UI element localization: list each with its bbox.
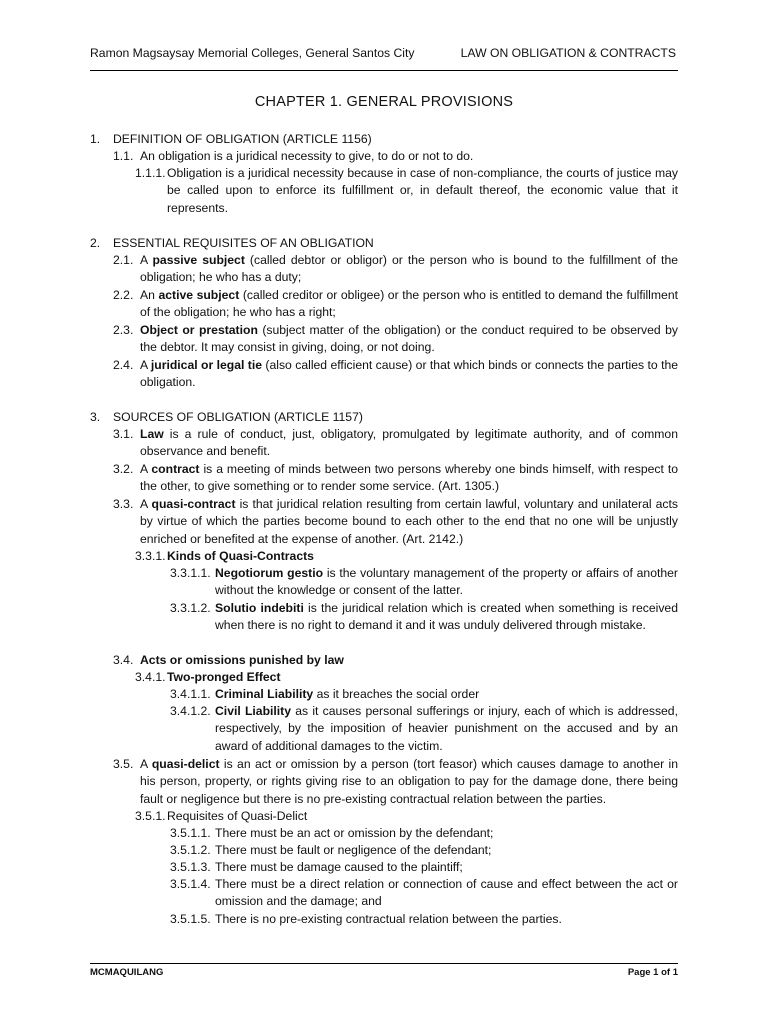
section-number: 2. — [90, 236, 101, 250]
item-number: 1.1.1. — [135, 166, 166, 180]
list-item: Obligation is a juridical necessity because in case of non-compliance, the courts of justice may be called upon to enforce its fulfillment or, in default thereof, the economic value that it represents. — [167, 166, 678, 215]
item-number: 3.4.1.2. — [170, 704, 211, 718]
page-number: Page 1 of 1 — [627, 967, 678, 978]
section-number: 1. — [90, 132, 101, 146]
item-number: 3.3.1.1. — [170, 566, 211, 580]
section-heading: DEFINITION OF OBLIGATION (ARTICLE 1156) — [113, 132, 372, 146]
item-number: 3.5.1. — [135, 809, 166, 823]
item-number: 2.4. — [113, 358, 134, 372]
item-number: 2.3. — [113, 323, 134, 337]
footer-author: MCMAQUILANG — [90, 967, 164, 978]
item-number: 3.4.1. — [135, 670, 166, 684]
list-item: Law is a rule of conduct, just, obligatory, promulgated by legitimate authority, and of common observance and benefit. — [140, 427, 678, 459]
item-number: 3.5.1.1. — [170, 826, 211, 840]
list-item: There must be an act or omission by the defendant; — [215, 826, 494, 840]
page-footer — [90, 967, 678, 983]
item-number: 3.5. — [113, 757, 134, 771]
list-item: A quasi-delict is an act or omission by a person (tort feasor) which causes damage to another in his person, property, or rights giving rise to an obligation to pay for the damage done, there being fault or negligence but there is no pre-existing contractual relation between the parties. — [140, 757, 678, 806]
item-number: 3.4. — [113, 653, 134, 667]
item-number: 3.5.1.5. — [170, 912, 211, 926]
header-rule — [90, 70, 678, 71]
list-item: A juridical or legal tie (also called efficient cause) or that which binds or connects the parties to the obligation. — [140, 358, 679, 390]
item-number: 3.5.1.2. — [170, 843, 211, 857]
item-number: 2.1. — [113, 253, 134, 267]
list-item: Acts or omissions punished by law — [140, 653, 344, 667]
item-number: 3.3. — [113, 497, 134, 511]
item-number: 3.3.1. — [135, 549, 166, 563]
item-number: 3.2. — [113, 462, 134, 476]
list-item: Two-pronged Effect — [167, 670, 281, 684]
item-number: 3.1. — [113, 427, 134, 441]
list-item: Negotiorum gestio is the voluntary management of the property or affairs of another without the knowledge or consent of the latter. — [215, 566, 678, 598]
section-heading: SOURCES OF OBLIGATION (ARTICLE 1157) — [113, 410, 363, 424]
header-institution: Ramon Magsaysay Memorial Colleges, General Santos City — [90, 46, 415, 60]
list-item: Kinds of Quasi-Contracts — [167, 549, 314, 563]
item-number: 1.1. — [113, 149, 134, 163]
list-item: An obligation is a juridical necessity to give, to do or not to do. — [140, 149, 474, 163]
list-item: A quasi-contract is that juridical relation resulting from certain lawful, voluntary and unilateral acts by virtue of which the parties become bound to each other to the end that no one will be unjustly enriched or benefited at the expense of another. (Art. 2142.) — [140, 497, 678, 546]
page-title: CHAPTER 1. GENERAL PROVISIONS — [254, 94, 514, 110]
list-item: There must be damage caused to the plaintiff; — [215, 860, 463, 874]
item-number: 2.2. — [113, 288, 134, 302]
footer-rule — [90, 963, 678, 964]
list-item: Criminal Liability as it breaches the social order — [215, 687, 480, 701]
section-heading: ESSENTIAL REQUISITES OF AN OBLIGATION — [113, 236, 374, 250]
list-item: Civil Liability as it causes personal sufferings or injury, each of which is addressed, respectively, by the imposition of heavier punishment on the accused and by an award of additional damages to the victim. — [215, 704, 678, 753]
item-number: 3.4.1.1. — [170, 687, 211, 701]
header-course: LAW ON OBLIGATION & CONTRACTS — [460, 46, 676, 60]
item-number: 3.3.1.2. — [170, 601, 211, 615]
list-item: A passive subject (called debtor or obligor) or the person who is bound to the fulfillment of the obligation; he who has a duty; — [140, 253, 679, 285]
item-number: 3.5.1.3. — [170, 860, 211, 874]
list-item: Solutio indebiti is the juridical relation which is created when something is received when there is no right to demand it and it was unduly delivered through mistake. — [215, 601, 678, 633]
list-item: There must be a direct relation or connection of cause and effect between the act or omission and the damage; and — [215, 877, 678, 909]
list-item: There is no pre-existing contractual relation between the parties. — [215, 912, 562, 926]
list-item: An active subject (called creditor or obligee) or the person who is entitled to demand the fulfillment of the obligation; he who has a right; — [140, 288, 678, 320]
list-item: There must be fault or negligence of the defendant; — [215, 843, 492, 857]
list-item: A contract is a meeting of minds between two persons whereby one binds himself, with respect to the other, to give something or to render some service. (Art. 1305.) — [140, 462, 678, 494]
list-item: Object or prestation (subject matter of the obligation) or the conduct required to be observed by the debtor. It may consist in giving, doing, or not doing. — [140, 323, 678, 355]
section-number: 3. — [90, 410, 101, 424]
list-item: Requisites of Quasi-Delict — [167, 809, 308, 823]
item-number: 3.5.1.4. — [170, 877, 211, 891]
page-header — [90, 46, 678, 68]
